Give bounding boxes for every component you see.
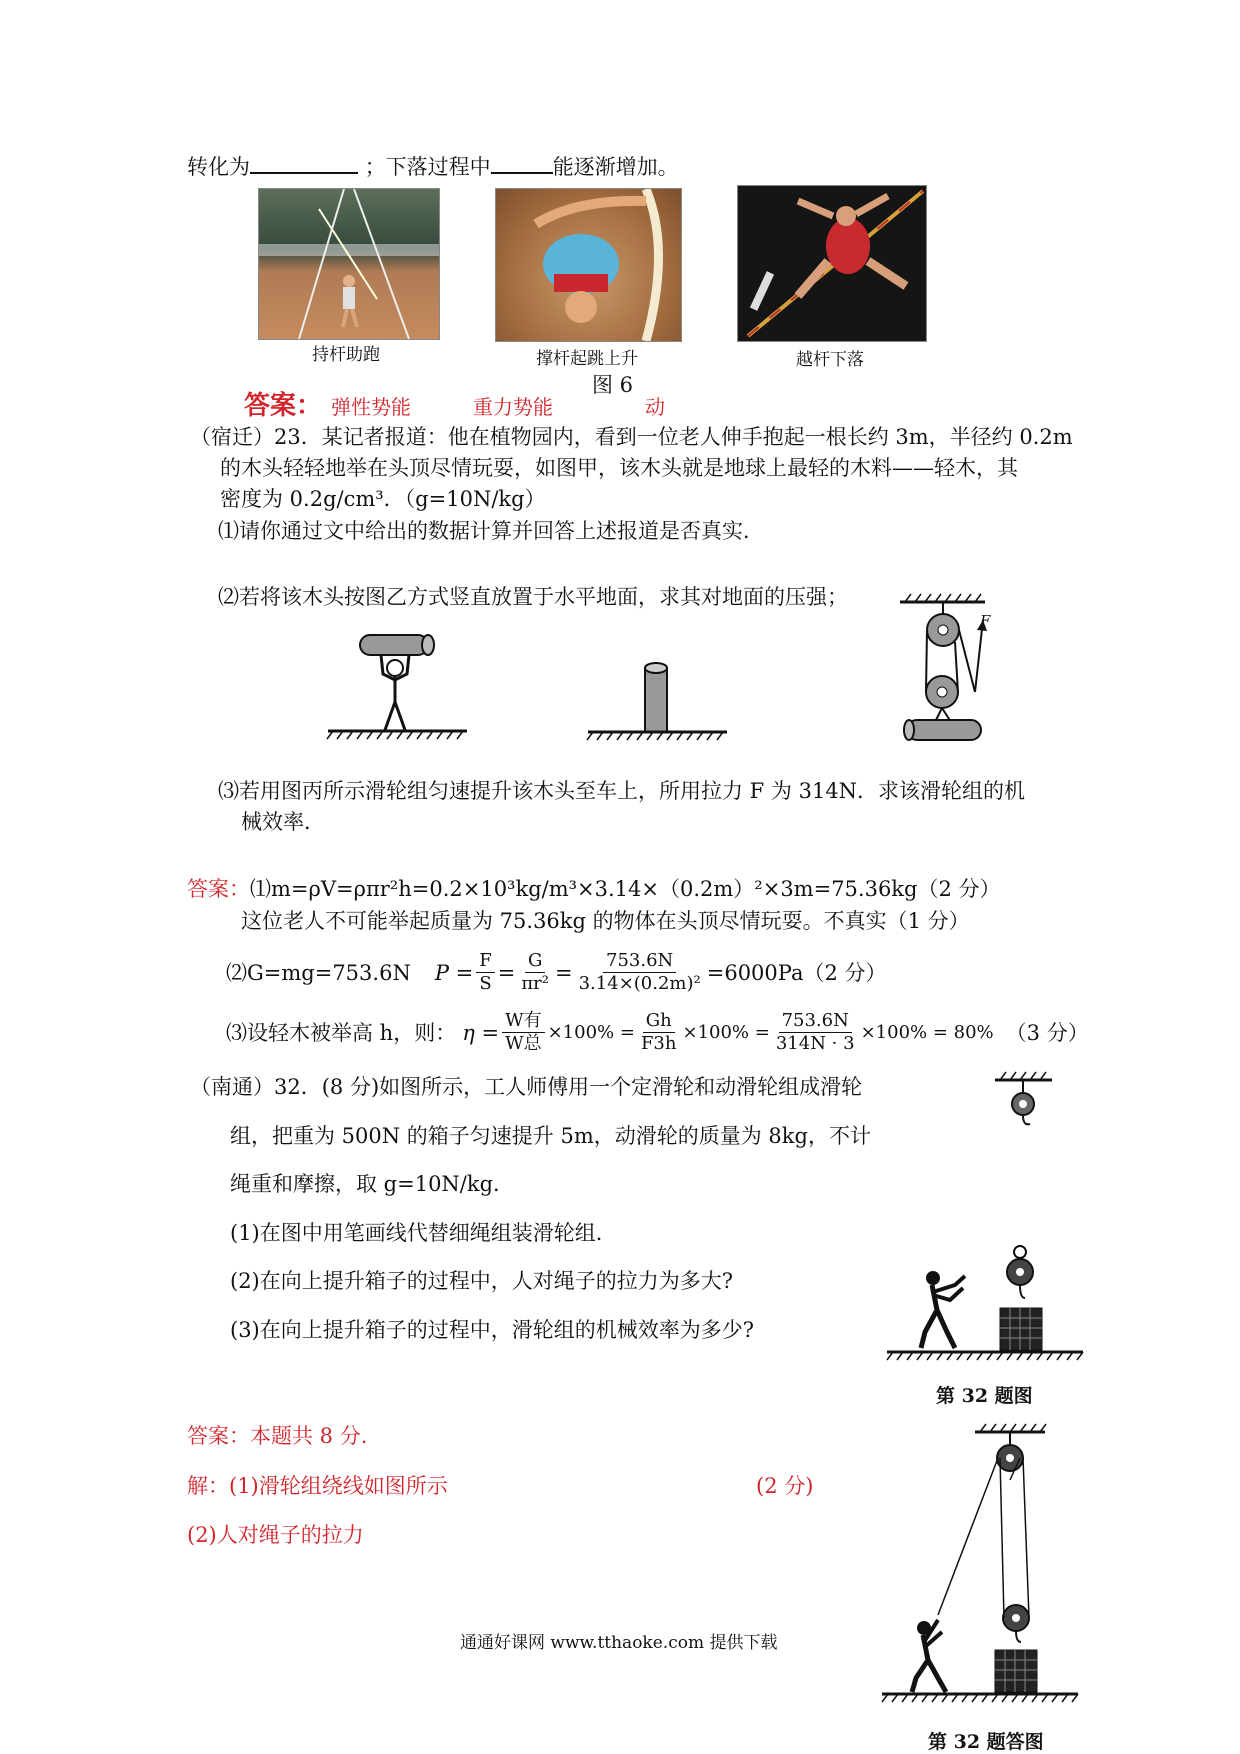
page-footer: 通通好课网 www.tthaoke.com 提供下载: [460, 1633, 778, 1653]
q23-line2: 的木头轻轻地举在头顶尽情玩耍，如图甲，该木头就是地球上最轻的木料——轻木，其: [220, 456, 1018, 480]
q23-line3: 密度为 0.2g/cm³．（g=10N/kg）: [220, 487, 546, 511]
answer23-s3-score: （3 分）: [1005, 1020, 1089, 1045]
fraction-wyou-over-wzong: $\frac{\text{W有}}{\text{W总}}$: [502, 1010, 545, 1055]
fraction-values-efficiency: $\frac{753.6N}{314N \cdot 3}$: [775, 1010, 855, 1054]
answer23-s2-tail: =6000Pa（2 分）: [706, 960, 887, 985]
pulley-force-label: F: [980, 612, 991, 630]
intro-line: [187, 152, 679, 181]
fraction-values-pressure: $\frac{753.6N}{\text{3.14×(0.2m)²}}$: [578, 950, 701, 994]
answer32-line2-score: (2 分): [756, 1474, 814, 1498]
q23-part2: ⑵若将该木头按图乙方式竖直放置于水平地面，求其对地面的压强；: [218, 585, 848, 609]
answer23-s3-tail: ×100% = 80%: [860, 1021, 994, 1043]
blank-1[interactable]: [250, 152, 358, 174]
q32-part1: (1)在图中用笔画线代替细绳组装滑轮组．: [230, 1221, 617, 1245]
intro-suffix: 能逐渐增加。: [552, 155, 679, 179]
pole-vault-falling-image: [738, 186, 926, 341]
answer23-line1: [187, 875, 1001, 903]
q23-part1: ⑴请你通过文中给出的数据计算并回答上述报道是否真实．: [218, 519, 764, 543]
answer32-line3: (2)人对绳子的拉力: [187, 1523, 364, 1547]
answer23-s1b: 这位老人不可能举起质量为 75.36kg 的物体在头顶尽情玩耍。不真实（1 分）: [241, 909, 970, 933]
answer22-a3: 动: [645, 395, 665, 419]
fraction-gh-over-f3h: $\frac{Gh}{F3h}$: [640, 1010, 677, 1054]
q32-part3: (3)在向上提升箱子的过程中，滑轮组的机械效率为多少?: [230, 1318, 755, 1342]
caption-run-up: 持杆助跑: [312, 345, 380, 365]
figure-32-answer-pulley: [880, 1420, 1080, 1720]
answer23-s3a: ⑶设轻木被举高 h，则：: [226, 1020, 457, 1045]
fraction-g-over-pir2: $\frac{G}{\text{πr²}}$: [521, 950, 549, 994]
figure-man-lifting-log: [325, 630, 470, 745]
answer32-line2: 解：(1)滑轮组绕线如图所示: [187, 1474, 448, 1498]
answer23-s3: ⑶设轻木被举高 h，则： η = $\frac{\text{W有}}{\text{W总}}$ ×100% = $\frac{Gh}{F3h}$ ×100% = $\frac{753.6N}{314N \cdot 3}$ ×100% = 80% （3 分）: [226, 1010, 1089, 1054]
fraction-f-over-s: $\frac{F}{S}$: [476, 950, 495, 995]
answer23-s2a: ⑵G=mg=753.6N: [226, 960, 411, 985]
figure-32-caption: 第 32 题图: [936, 1385, 1033, 1407]
answer23-s2: ⑵G=mg=753.6N P = $\frac{F}{S}$ = $\frac{G}{\text{πr²}}$ = $\frac{753.6N}{\text{3.14×(0.2m)²}}$ =6000Pa（2 分）: [226, 950, 887, 994]
answer23-s1: ⑴m=ρV=ρπr²h=0.2×10³kg/m³×3.14×（0.2m）²×3m=75.36kg（2 分）: [250, 877, 1001, 901]
figure-32-answer-caption: 第 32 题答图: [928, 1731, 1044, 1753]
pole-vault-runner-image: [259, 189, 439, 339]
photo-run-up: [258, 188, 440, 340]
blank-2[interactable]: [491, 152, 553, 174]
pole-vault-rising-image: [496, 189, 681, 341]
answer22-a2: 重力势能: [473, 395, 553, 419]
answer22-label: 答案：: [244, 391, 323, 421]
q23-line1: （宿迁）23．某记者报道：他在植物园内，看到一位老人伸手抱起一根长约 3m，半径约 0.2m: [190, 425, 1073, 449]
figure-vertical-log: [585, 660, 730, 745]
figure6-label: 图 6: [592, 373, 634, 397]
photo-descend: [737, 185, 927, 342]
q23-part3b: 械效率．: [241, 810, 325, 834]
answer22-a1: 弹性势能: [331, 395, 411, 419]
q32-line2: 组，把重为 500N 的箱子匀速提升 5m，动滑轮的质量为 8kg，不计: [230, 1124, 871, 1148]
q32-line3: 绳重和摩擦，取 g=10N/kg．: [230, 1172, 515, 1196]
q32-line1: （南通）32．(8 分)如图所示，工人师傅用一个定滑轮和动滑轮组成滑轮: [190, 1075, 863, 1099]
answer23-s3-eta: η =: [462, 1020, 500, 1045]
photo-take-off: [495, 188, 682, 342]
small-pulley-figure: [990, 1068, 1060, 1133]
answer23-s2-p: P =: [434, 960, 474, 985]
figure-32-worker-box: [885, 1240, 1085, 1370]
caption-take-off: 撑杆起跳上升: [536, 349, 638, 369]
caption-descend: 越杆下落: [796, 350, 864, 370]
intro-mid: ；下落过程中: [364, 155, 491, 179]
answer23-label: 答案：: [187, 877, 250, 901]
q32-part2: (2)在向上提升箱子的过程中，人对绳子的拉力为多大?: [230, 1269, 734, 1293]
intro-prefix: 转化为: [187, 155, 250, 179]
q23-part3a: ⑶若用图丙所示滑轮组匀速提升该木头至车上，所用拉力 F 为 314N．求该滑轮组的机: [218, 779, 1026, 803]
answer32-line1: 答案：本题共 8 分.: [187, 1424, 368, 1448]
